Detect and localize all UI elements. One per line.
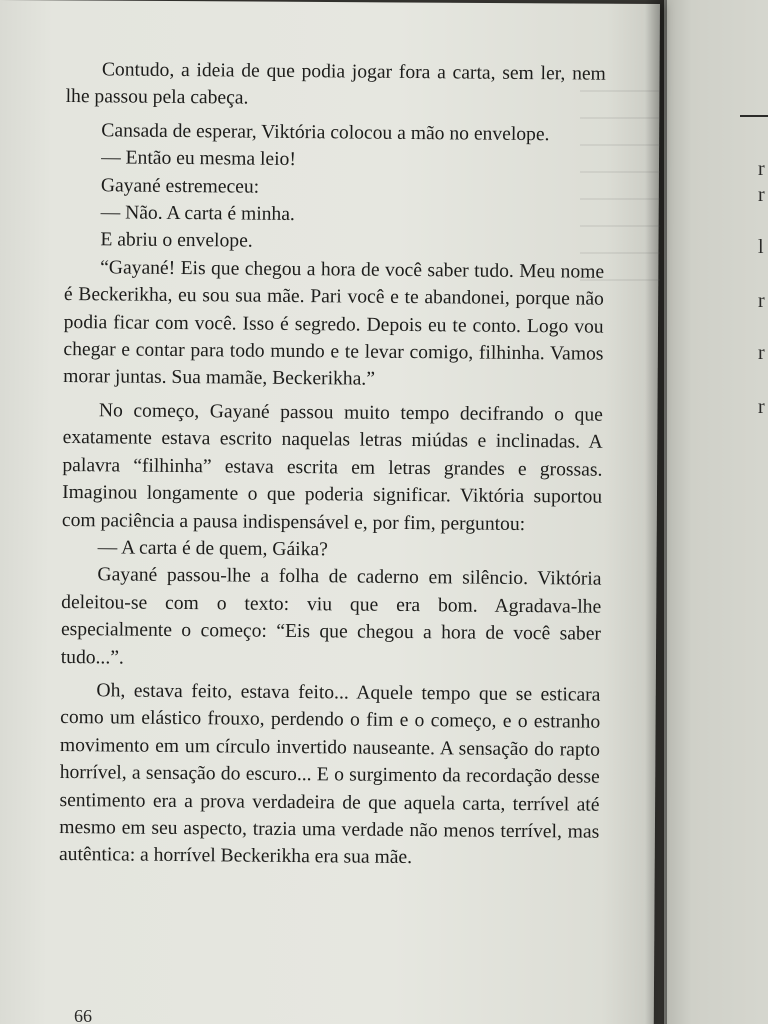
facing-page-letter: r bbox=[758, 342, 765, 364]
page-number: 66 bbox=[74, 1006, 92, 1024]
paragraph: Contudo, a ideia de que podia jogar fora a carta, sem ler, nem lhe passou pela cabeça. bbox=[65, 59, 606, 109]
paragraph: Oh, estava feito, estava feito... Aquele tempo que se esticara como um elástico frouxo, perdendo o fim e o começo, e o estranho movimento em um círculo invertido nauseante. A sensação do rapto horrível, a sensação do escuro... E o surgimento da recordação desse sentimento era a prova verdadeira de que aquela carta, terrível até mesmo em seu aspecto, trazia uma verdade não menos terrível, mas autêntica: a horrível Beckerikha era sua mãe. bbox=[58, 680, 601, 869]
paragraph: No começo, Gayané passou muito tempo decifrando o que exatamente estava escrito naquelas letras miúdas e inclinadas. A palavra “filhinha” estava escrita em letras grandes e grossas. Imaginou longamente o que poderia significar. Viktória suportou com paciência a pausa indispensável e, por fim, perguntou: bbox=[61, 400, 603, 535]
page-body-text bbox=[59, 56, 606, 873]
paragraph: — Não. A carta é minha. bbox=[100, 202, 295, 226]
facing-page-letter: r bbox=[758, 184, 765, 206]
paragraph: — A carta é de quem, Gáika? bbox=[97, 537, 328, 561]
paragraph: Cansada de esperar, Viktória colocou a mão no envelope. bbox=[101, 120, 550, 146]
paragraph: Gayané estremeceu: bbox=[100, 174, 260, 198]
facing-page-letter: r bbox=[758, 158, 765, 180]
facing-page-letter: r bbox=[758, 396, 765, 418]
facing-page-letter: l bbox=[758, 236, 764, 258]
facing-page bbox=[664, 0, 768, 1024]
facing-page-letter: r bbox=[758, 290, 765, 312]
paragraph: — Então eu mesma leio! bbox=[101, 147, 296, 171]
paragraph: E abriu o envelope. bbox=[100, 229, 253, 253]
paragraph: “Gayané! Eis que chegou a hora de você saber tudo. Meu nome é Beckerikha, eu sou sua mãe. Pari você e te abandonei, porque não podia ficar com você. Isso é segredo. Depois eu te conto. Logo vou chegar e contar para todo mundo e te levar comigo, filhinha. Vamos morar juntas. Sua mamãe, Beckerikha.” bbox=[63, 257, 605, 391]
paragraph: Gayané passou-lhe a folha de caderno em silêncio. Viktória deleitou-se com o texto: viu que era bom. Agradava-lhe especialmente o começo: “Eis que chegou a hora de você saber tudo...”. bbox=[60, 564, 602, 669]
